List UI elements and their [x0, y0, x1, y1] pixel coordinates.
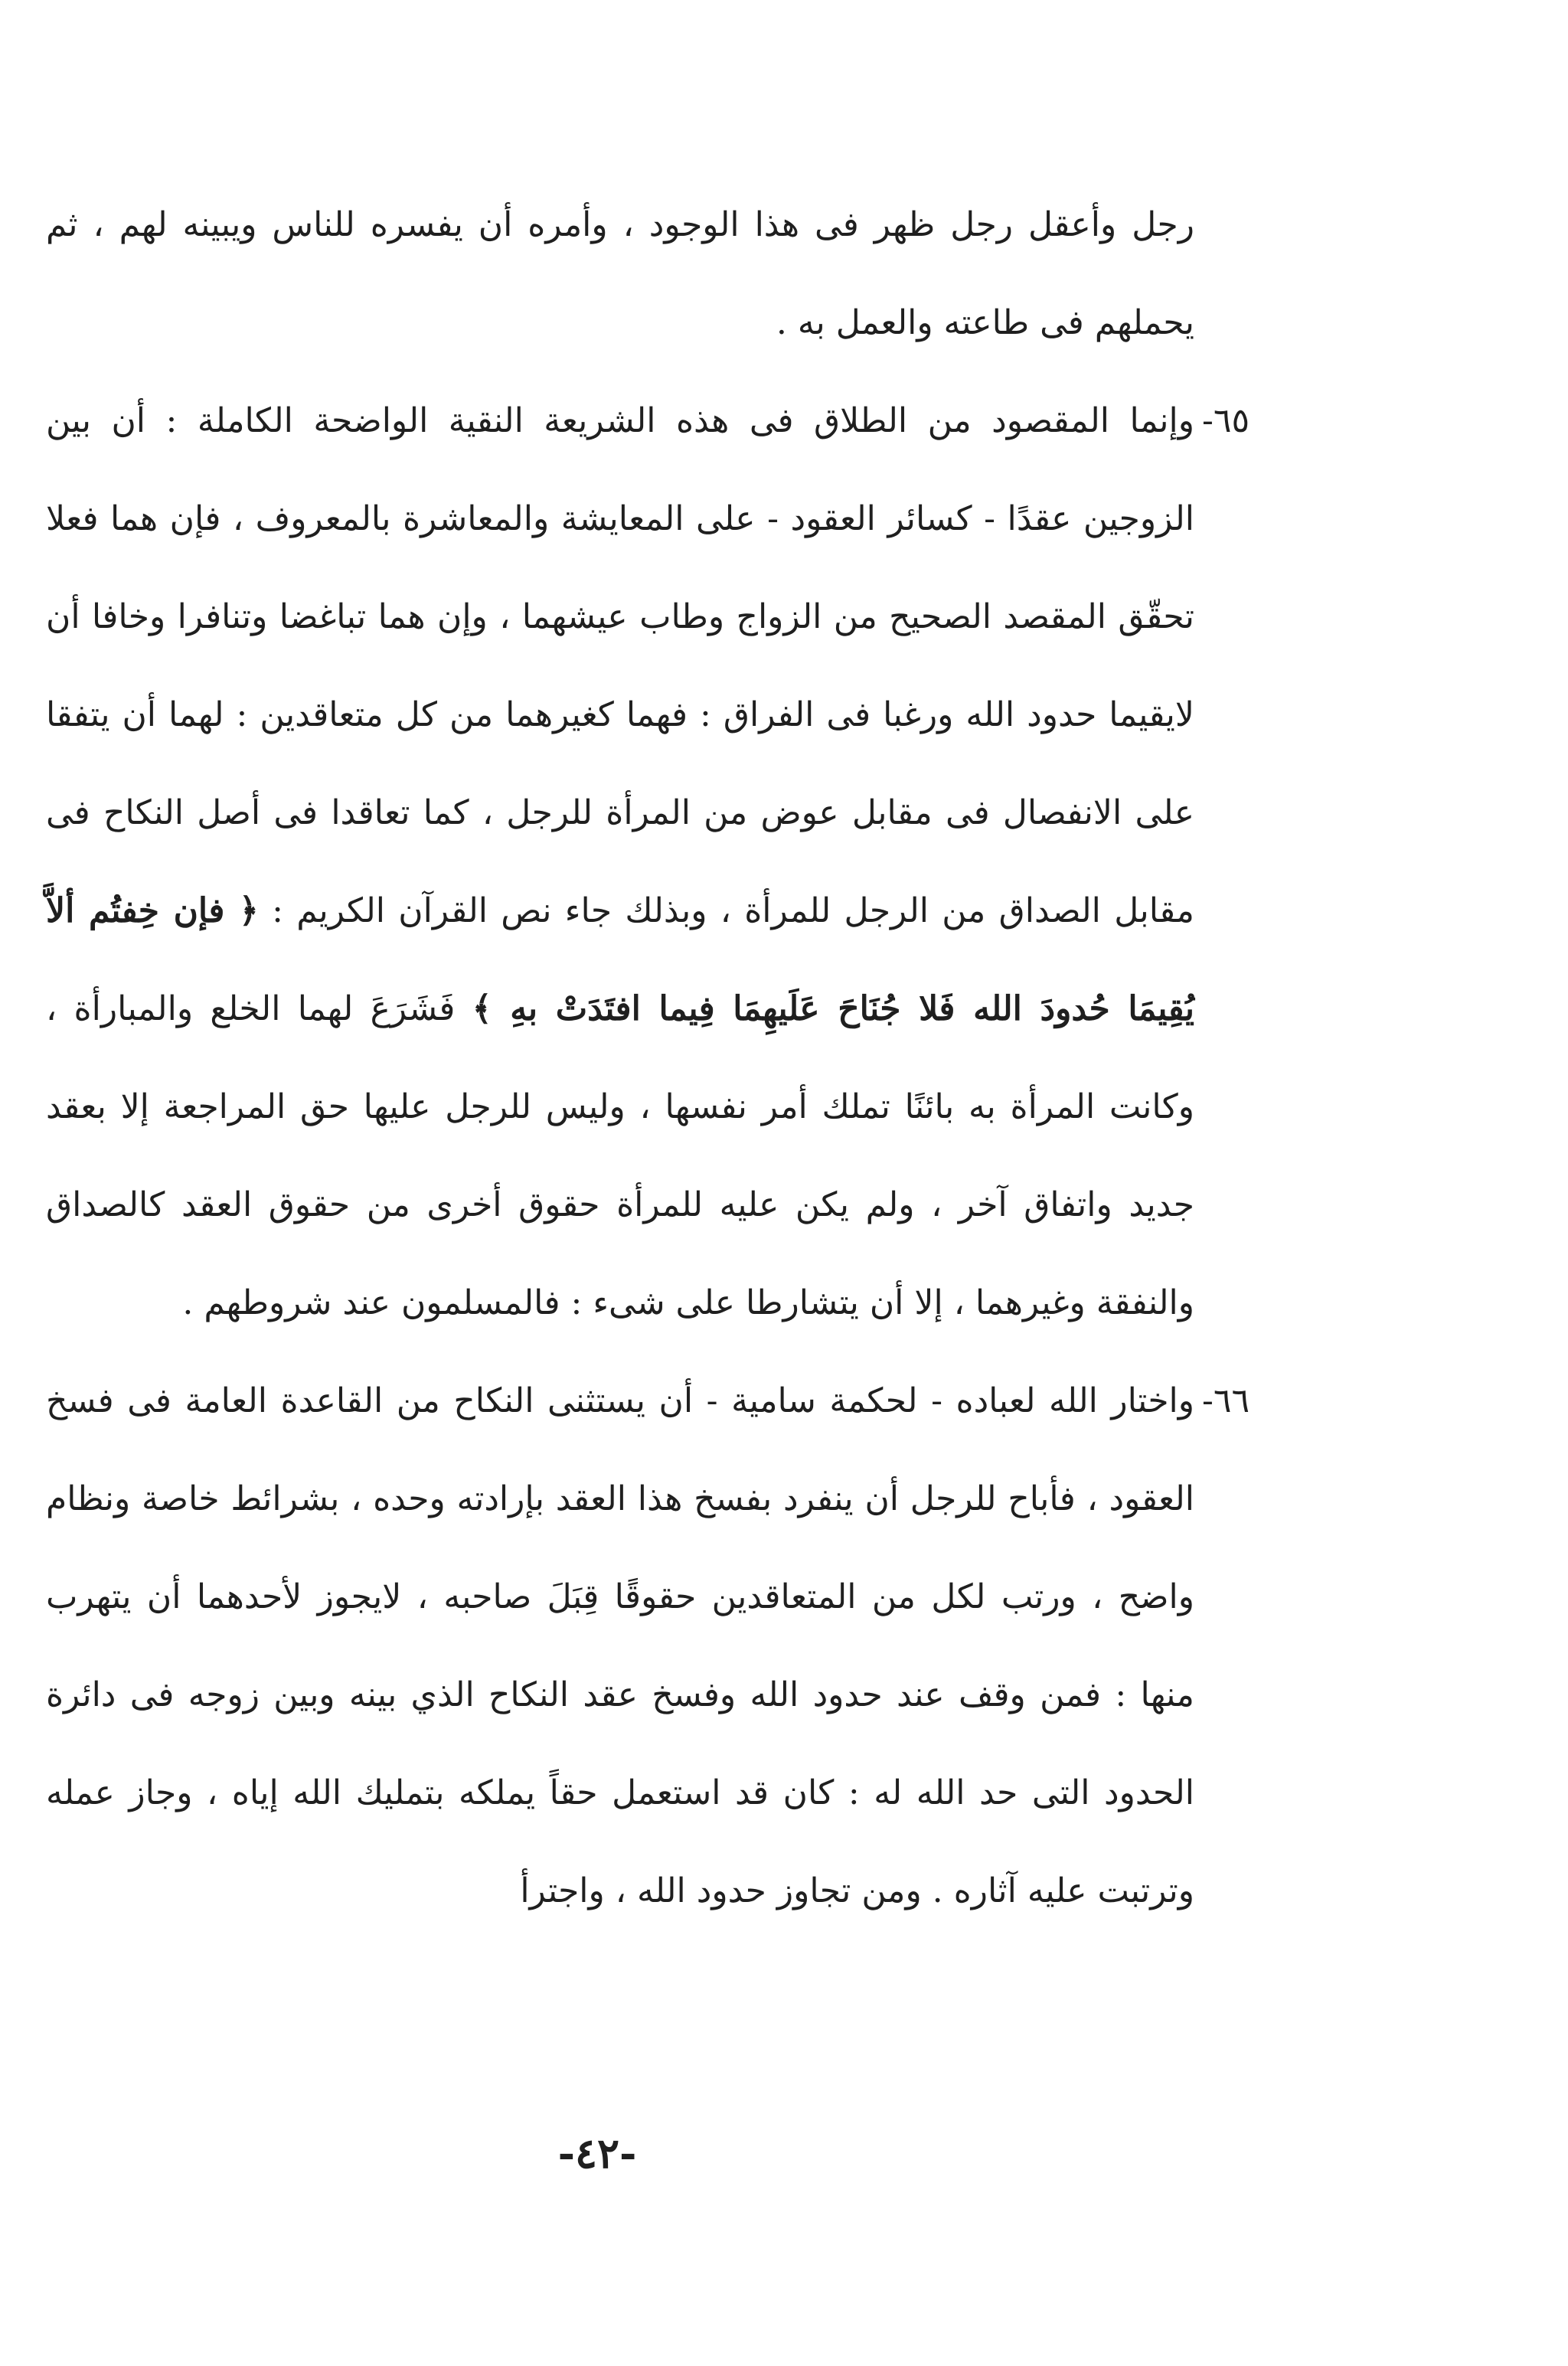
page-number: -٤٢- [557, 2129, 637, 2178]
paragraph-intro [46, 176, 1194, 372]
paragraph-66 [46, 1352, 1250, 1940]
paragraph-number: ٦٦- [1202, 1381, 1250, 1420]
quran-verse: ﴿ فإن خِفتُم ألاَّ يُقِيمَا حُدودَ الله فَلا جُنَاحَ عَلَيهِمَا فِيما افتَدَتْ بهِ ﴾ [46, 891, 1194, 1028]
paragraph-65 [46, 372, 1250, 1352]
paragraph-65-text-after: فَشَرَعَ لهما الخلع والمبارأة ، وكانت المرأة به بائنًا تملك أمر نفسها ، وليس للرجل عليها حق المراجعة إلا بعقد جديد واتفاق آخر ، ولم يكن عليه للمرأة حقوق أخرى من حقوق العقد كالصداق والنفقة وغيرهما ، إلا أن يتشارطا على شىء : فالمسلمون عند شروطهم . [46, 989, 1195, 1322]
paragraph-intro-text: رجل وأعقل رجل ظهر فى هذا الوجود ، وأمره أن يفسره للناس ويبينه لهم ، ثم يحملهم فى طاعته والعمل به . [46, 205, 1194, 342]
paragraph-65-text-before: وإنما المقصود من الطلاق فى هذه الشريعة النقية الواضحة الكاملة : أن بين الزوجين عقدًا - كسائر العقود - على المعايشة والمعاشرة بالمعروف ، فإن هما فعلا تحقّق المقصد الصحيح من الزواج وطاب عيشهما ، وإن هما تباغضا وتنافرا وخافا أن لايقيما حدود الله ورغبا فى الفراق : فهما كغيرهما من كل متعاقدين : لهما أن يتفقا على الانفصال فى مقابل عوض من المرأة للرجل ، كما تعاقدا فى أصل النكاح فى مقابل الصداق من الرجل للمرأة ، وبذلك جاء نص القرآن الكريم : [46, 401, 1194, 930]
paragraph-number: ٦٥- [1202, 401, 1250, 440]
page-body [46, 176, 1250, 1940]
paragraph-66-text: واختار الله لعباده - لحكمة سامية - أن يستثنى النكاح من القاعدة العامة فى فسخ العقود ، فأباح للرجل أن ينفرد بفسخ هذا العقد بإرادته وحده ، بشرائط خاصة ونظام واضح ، ورتب لكل من المتعاقدين حقوقًا قِبَلَ صاحبه ، لايجوز لأحدهما أن يتهرب منها : فمن وقف عند حدود الله وفسخ عقد النكاح الذي بينه وبين زوجه فى دائرة الحدود التى حد الله له : كان قد استعمل حقاً يملكه بتمليك الله إياه ، وجاز عمله وترتبت عليه آثاره . ومن تجاوز حدود الله ، واجترأ [46, 1381, 1194, 1910]
